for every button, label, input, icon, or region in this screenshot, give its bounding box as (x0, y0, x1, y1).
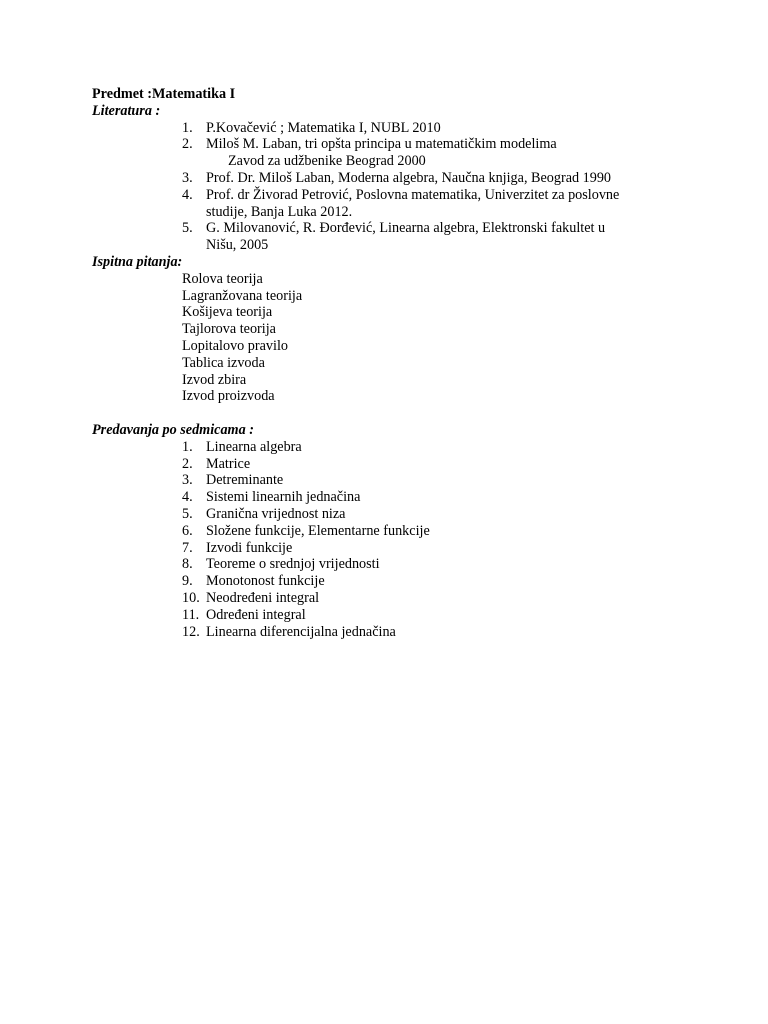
literature-item-line: Miloš M. Laban, tri opšta principa u matematičkim modelima (206, 136, 557, 153)
literature-item-line: studije, Banja Luka 2012. (206, 203, 353, 220)
lectures-list (92, 439, 692, 641)
lecture-item-number: 4. (182, 489, 193, 506)
lecture-item (92, 540, 692, 557)
exam-question: Rolova teorija (182, 270, 263, 287)
literature-item (92, 136, 692, 170)
literature-item-line: P.Kovačević ; Matematika I, NUBL 2010 (206, 119, 441, 136)
exam-question: Izvod proizvoda (182, 388, 275, 405)
lecture-item-number: 6. (182, 522, 193, 539)
lecture-item-text: Određeni integral (206, 606, 306, 623)
lecture-item-text: Monotonost funkcije (206, 573, 325, 590)
exam-question: Lagranžovana teorija (182, 287, 303, 304)
lecture-item (92, 607, 692, 624)
spacer (92, 405, 692, 422)
lecture-item (92, 556, 692, 573)
lecture-item (92, 573, 692, 590)
lecture-item-number: 12. (182, 623, 200, 640)
literature-item (92, 187, 692, 221)
lecture-item-number: 7. (182, 539, 193, 556)
exam-question: Lopitalovo pravilo (182, 337, 288, 354)
lecture-item (92, 523, 692, 540)
exam-question: Izvod zbira (182, 371, 247, 388)
lecture-item-text: Linearna algebra (206, 438, 302, 455)
lecture-item-text: Granična vrijednost niza (206, 505, 346, 522)
lecture-item-number: 3. (182, 472, 193, 489)
lecture-item-number: 10. (182, 589, 200, 606)
lecture-item (92, 624, 692, 641)
literature-item (92, 120, 692, 137)
exam-question: Košijeva teorija (182, 304, 273, 321)
lecture-item-number: 5. (182, 505, 193, 522)
lecture-item-number: 11. (182, 606, 200, 623)
lectures-heading: Predavanja po sedmicama : (92, 421, 254, 438)
literature-item-line: Nišu, 2005 (206, 237, 269, 254)
literature-item-publisher: Zavod za udžbenike Beograd 2000 (228, 153, 426, 170)
lecture-item (92, 472, 692, 489)
literature-item-text (206, 136, 557, 170)
document-page (92, 86, 692, 640)
lecture-item-number: 1. (182, 438, 193, 455)
lecture-item-text: Složene funkcije, Elementarne funkcije (206, 522, 430, 539)
literature-item-text (206, 187, 619, 221)
exam-question: Tablica izvoda (182, 354, 265, 371)
literature-list (92, 120, 692, 254)
literature-item-text (206, 120, 441, 137)
literature-item-text (206, 220, 605, 254)
lecture-item-number: 9. (182, 573, 193, 590)
exam-question: Tajlorova teorija (182, 321, 276, 338)
lecture-item-number: 2. (182, 455, 193, 472)
literature-item-number: 3. (182, 169, 193, 186)
literature-item-line: Prof. dr Živorad Petrović, Poslovna matematika, Univerzitet za poslovne (206, 186, 620, 203)
lecture-item-text: Linearna diferencijalna jednačina (206, 623, 396, 640)
literature-item-number: 1. (182, 119, 193, 136)
literature-item-number: 5. (182, 220, 193, 237)
literature-item-line: G. Milovanović, R. Đorđević, Linearna algebra, Elektronski fakultet u (206, 220, 606, 237)
lecture-item-text: Matrice (206, 455, 251, 472)
literature-item-line: Prof. Dr. Miloš Laban, Moderna algebra, Naučna knjiga, Beograd 1990 (206, 169, 612, 186)
lecture-item-text: Sistemi linearnih jednačina (206, 489, 361, 506)
literature-item (92, 170, 692, 187)
lecture-item (92, 506, 692, 523)
exam-heading: Ispitna pitanja: (92, 253, 183, 270)
lecture-item (92, 439, 692, 456)
lecture-item (92, 590, 692, 607)
subject-title: Predmet :Matematika I (92, 86, 236, 102)
lecture-item-text: Neodređeni integral (206, 589, 320, 606)
literature-item-text (206, 170, 611, 187)
exam-list (92, 271, 692, 405)
literature-item-number: 2. (182, 136, 193, 153)
lecture-item-text: Izvodi funkcije (206, 539, 293, 556)
lecture-item (92, 456, 692, 473)
lecture-item-text: Detreminante (206, 472, 284, 489)
lecture-item-text: Teoreme o srednjoj vrijednosti (206, 556, 380, 573)
literature-item (92, 220, 692, 254)
lecture-item-number: 8. (182, 556, 193, 573)
lecture-item (92, 489, 692, 506)
literature-item-number: 4. (182, 186, 193, 203)
literature-heading: Literatura : (92, 102, 161, 119)
